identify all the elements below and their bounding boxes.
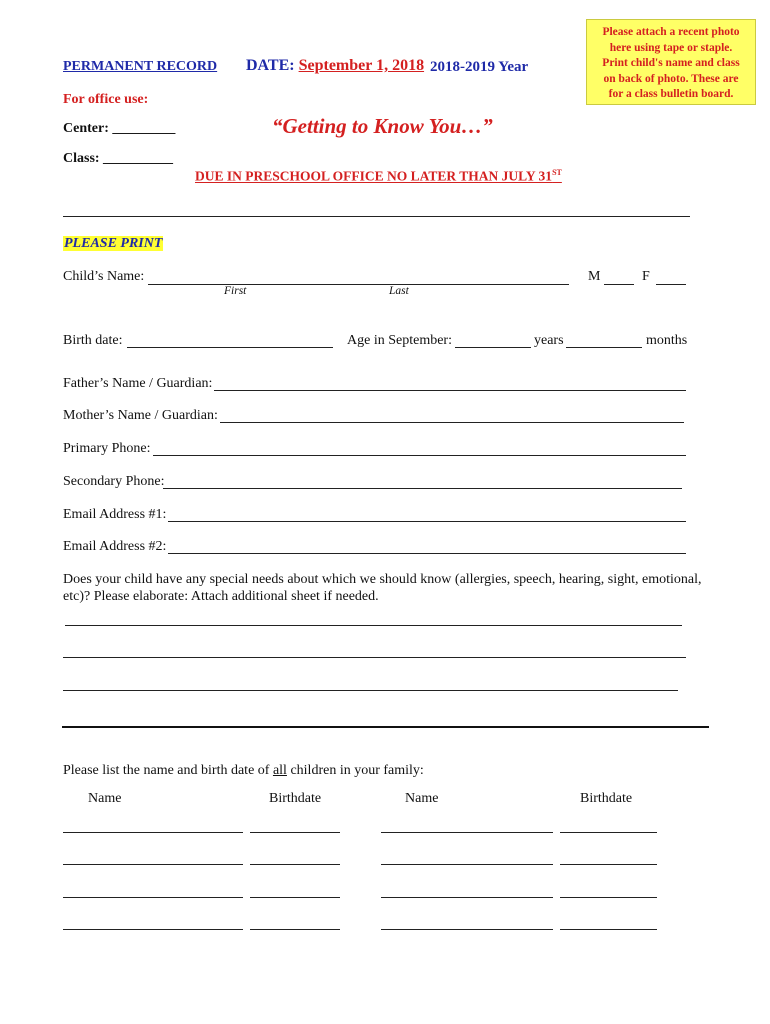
section-divider	[62, 726, 709, 728]
due-text: DUE IN PRESCHOOL OFFICE NO LATER THAN JULY 31	[195, 168, 553, 184]
col-birthdate-2: Birthdate	[580, 791, 633, 806]
col-birthdate-1: Birthdate	[269, 791, 322, 806]
father-field[interactable]	[214, 390, 686, 391]
children-prompt-all: all	[272, 763, 287, 778]
male-field[interactable]	[604, 284, 634, 285]
child-row3-name-b[interactable]	[381, 897, 553, 898]
child-row2-name-a[interactable]	[63, 864, 243, 865]
class-field[interactable]: Class: __________	[63, 151, 174, 166]
photo-note-line-2: here using tape or staple.	[609, 41, 733, 54]
child-row2-birth-a[interactable]	[250, 864, 340, 865]
permanent-record-label: PERMANENT RECORD	[63, 59, 218, 74]
due-sup: ST	[552, 168, 562, 177]
mother-field[interactable]	[220, 422, 684, 423]
date-row	[246, 57, 424, 75]
special-needs-question-1: Does your child have any special needs about which we should know (allergies, speech, hearing, sight, emotional,	[63, 572, 702, 587]
primary-phone-label: Primary Phone:	[63, 441, 151, 456]
child-row4-birth-a[interactable]	[250, 929, 340, 930]
childs-name-label: Child’s Name:	[63, 269, 145, 284]
photo-note-line-5: for a class bulletin board.	[608, 88, 734, 100]
email1-label: Email Address #1:	[63, 507, 167, 522]
children-prompt-after: children in your family:	[286, 763, 424, 778]
child-row4-name-b[interactable]	[381, 929, 553, 930]
photo-attach-note	[586, 19, 756, 105]
child-row3-birth-a[interactable]	[250, 897, 340, 898]
child-row2-birth-b[interactable]	[560, 864, 657, 865]
secondary-phone-label: Secondary Phone:	[63, 474, 165, 489]
child-row1-name-a[interactable]	[63, 832, 243, 833]
first-name-hint: First	[224, 285, 247, 297]
col-name-1: Name	[88, 791, 122, 806]
children-prompt	[63, 763, 424, 779]
age-september-label: Age in September:	[347, 333, 452, 348]
please-print-label	[63, 236, 163, 252]
please-print-text: PLEASE PRINT	[64, 236, 163, 251]
form-title: “Getting to Know You…”	[272, 114, 493, 138]
mother-label: Mother’s Name / Guardian:	[63, 408, 218, 423]
email2-label: Email Address #2:	[63, 539, 167, 554]
center-field[interactable]: Center: _________	[63, 121, 176, 136]
col-name-2: Name	[405, 791, 439, 806]
age-years-field[interactable]	[455, 347, 531, 348]
due-notice	[195, 168, 562, 185]
school-year: 2018-2019 Year	[430, 59, 529, 75]
child-row4-birth-b[interactable]	[560, 929, 657, 930]
child-row4-name-a[interactable]	[63, 929, 243, 930]
child-row3-birth-b[interactable]	[560, 897, 657, 898]
photo-note-line-3: Print child's name and class	[602, 57, 740, 69]
date-label: DATE:	[246, 57, 295, 74]
child-row2-name-b[interactable]	[381, 864, 553, 865]
male-label: M	[588, 269, 601, 284]
child-row3-name-a[interactable]	[63, 897, 243, 898]
female-field[interactable]	[656, 284, 686, 285]
email2-field[interactable]	[168, 553, 686, 554]
secondary-phone-field[interactable]	[163, 488, 682, 489]
photo-note-line-1: Please attach a recent photo	[602, 26, 740, 38]
father-label: Father’s Name / Guardian:	[63, 376, 213, 391]
special-needs-line-3[interactable]	[63, 690, 678, 691]
years-label: years	[534, 333, 564, 348]
age-months-field[interactable]	[566, 347, 642, 348]
months-label: months	[646, 333, 688, 348]
last-name-hint: Last	[389, 285, 409, 297]
email1-field[interactable]	[168, 521, 686, 522]
children-prompt-before: Please list the name and birth date of	[63, 763, 273, 778]
special-needs-line-1[interactable]	[65, 625, 682, 626]
special-needs-question-2: etc)? Please elaborate: Attach additional sheet if needed.	[63, 589, 379, 604]
header-divider	[63, 216, 690, 217]
female-label: F	[642, 269, 650, 284]
childs-name-field[interactable]	[148, 284, 569, 285]
child-row1-birth-a[interactable]	[250, 832, 340, 833]
birth-date-field[interactable]	[127, 347, 333, 348]
primary-phone-field[interactable]	[153, 455, 686, 456]
office-use-label: For office use:	[63, 92, 149, 107]
child-row1-name-b[interactable]	[381, 832, 553, 833]
special-needs-line-2[interactable]	[63, 657, 686, 658]
birth-date-label: Birth date:	[63, 333, 123, 348]
photo-note-line-4: on back of photo. These are	[603, 72, 739, 85]
child-row1-birth-b[interactable]	[560, 832, 657, 833]
date-value: September 1, 2018	[298, 57, 425, 74]
